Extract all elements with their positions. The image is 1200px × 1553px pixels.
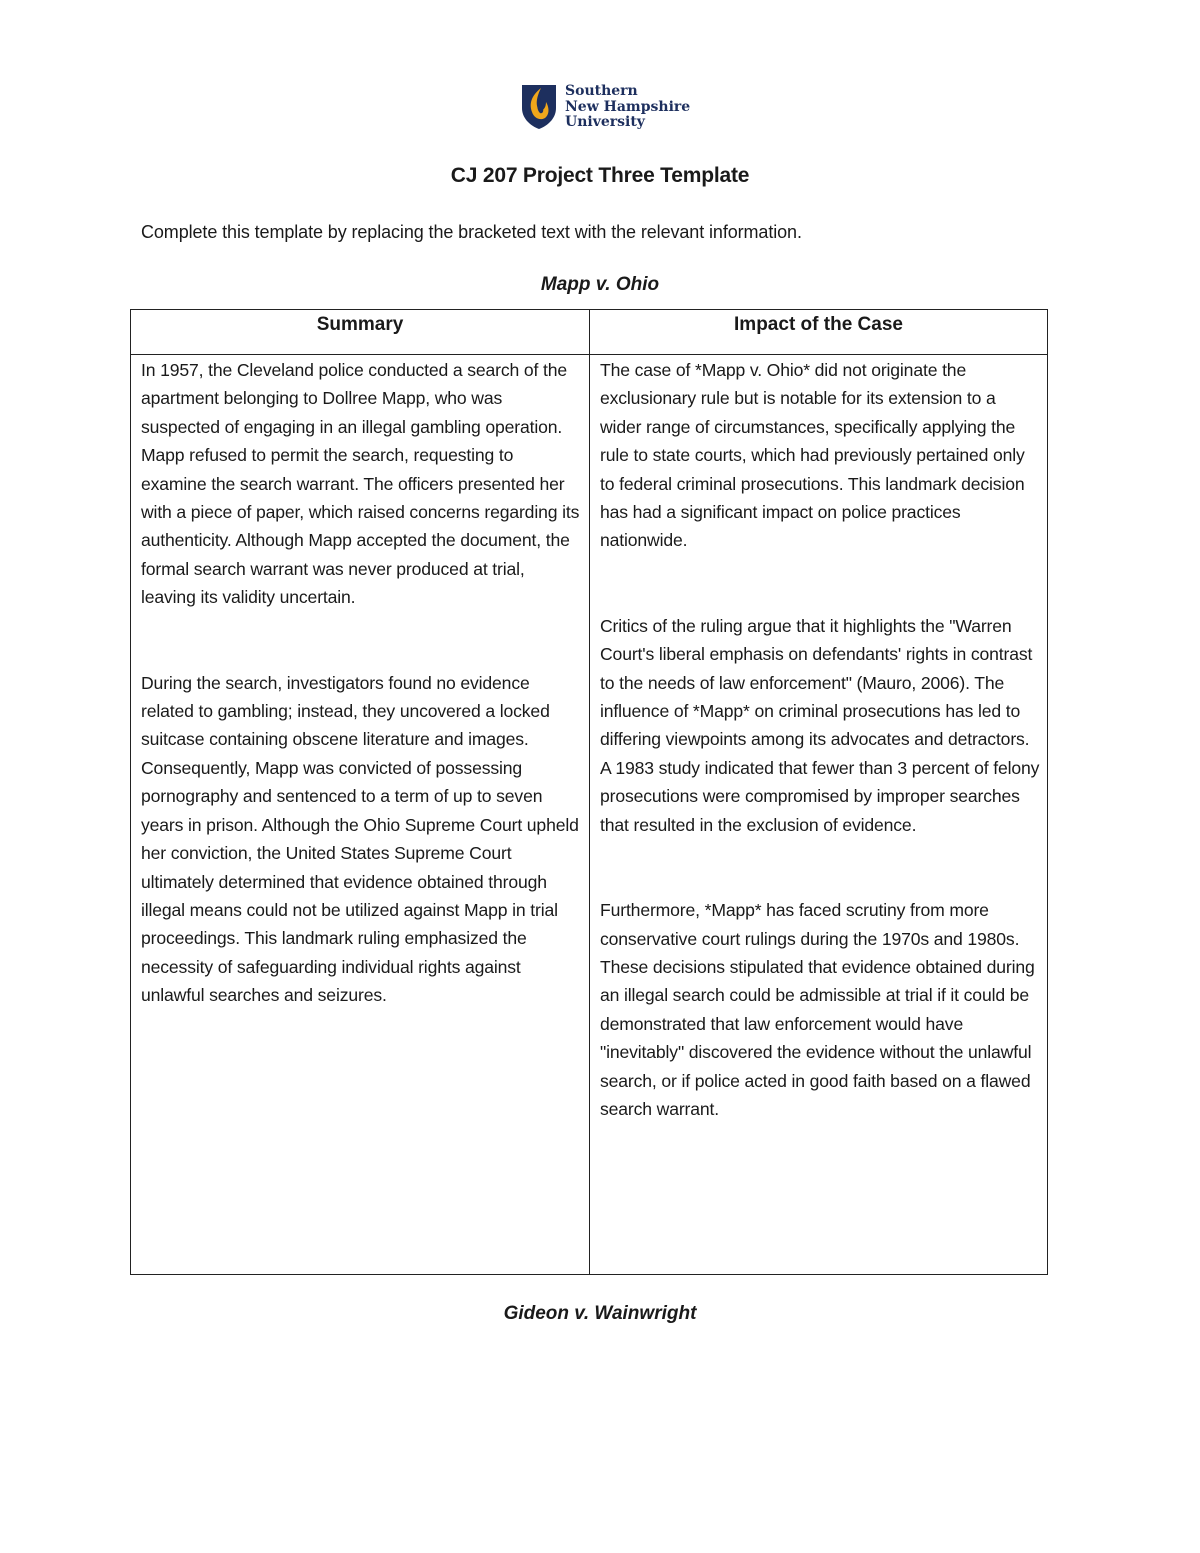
logo-line-2: New Hampshire: [565, 98, 691, 115]
shield-flame-icon: [521, 84, 557, 130]
case-heading-mapp: Mapp v. Ohio: [540, 274, 660, 295]
column-divider: [589, 310, 590, 1274]
document-title: CJ 207 Project Three Template: [450, 164, 750, 187]
logo-line-1: Southern: [565, 83, 638, 99]
summary-paragraph: In 1957, the Cleveland police conducted a search of the apartment belonging to Dollree Mapp, who was suspected of engaging in an illegal gambling operation. Mapp refused to permit the search, requesting to examine the search warrant. The officers presented her with a piece of paper, which raised concerns regarding its authenticity. Although Mapp accepted the document, the formal search warrant was never produced at trial, leaving its validity uncertain.: [141, 360, 580, 608]
paragraph-spacer: [600, 555, 1040, 612]
summary-cell[interactable]: [141, 356, 581, 1010]
impact-column-header: Impact of the Case: [734, 314, 903, 335]
impact-cell[interactable]: [600, 356, 1040, 1123]
case-heading-gideon: Gideon v. Wainwright: [503, 1303, 697, 1324]
case-table-mapp: [130, 309, 1048, 1275]
university-logo: [521, 84, 690, 132]
impact-paragraph: Furthermore, *Mapp* has faced scrutiny from more conservative court rulings during the 1970s and 1980s. These decisions stipulated that evidence obtained during an illegal search could be admissible at trial if it could be demonstrated that law enforcement would have "inevitably" discovered the evidence without the unlawful search, or if police acted in good faith based on a flawed search warrant.: [600, 900, 1035, 1119]
logo-wordmark: [565, 84, 690, 131]
logo-line-3: University: [565, 114, 645, 130]
paragraph-spacer: [141, 612, 581, 669]
header-divider: [131, 354, 1047, 355]
summary-paragraph: During the search, investigators found no evidence related to gambling; instead, they uncovered a locked suitcase containing obscene literature and images. Consequently, Mapp was convicted of possessing pornography and sentenced to a term of up to seven years in prison. Although the Ohio Supreme Court upheld her conviction, the United States Supreme Court ultimately determined that evidence obtained through illegal means could not be utilized against Mapp in trial proceedings. This landmark ruling emphasized the necessity of safeguarding individual rights against unlawful searches and seizures.: [141, 672, 579, 1006]
summary-column-header: Summary: [316, 314, 404, 335]
impact-paragraph: The case of *Mapp v. Ohio* did not originate the exclusionary rule but is notable for its extension to a wider range of circumstances, specifically applying the rule to state courts, which had previously pertained only to federal criminal prosecutions. This landmark decision has had a significant impact on police practices nationwide.: [600, 360, 1025, 551]
instructions-text: Complete this template by replacing the bracketed text with the relevant information.: [141, 222, 802, 242]
impact-paragraph: Critics of the ruling argue that it highlights the "Warren Court's liberal emphasis on defendants' rights in contrast to the needs of law enforcement" (Mauro, 2006). The influence of *Mapp* on criminal prosecutions has led to differing viewpoints among its advocates and detractors. A 1983 study indicated that fewer than 3 percent of felony prosecutions were compromised by improper searches that resulted in the exclusion of evidence.: [600, 615, 1040, 835]
paragraph-spacer: [600, 839, 1040, 896]
